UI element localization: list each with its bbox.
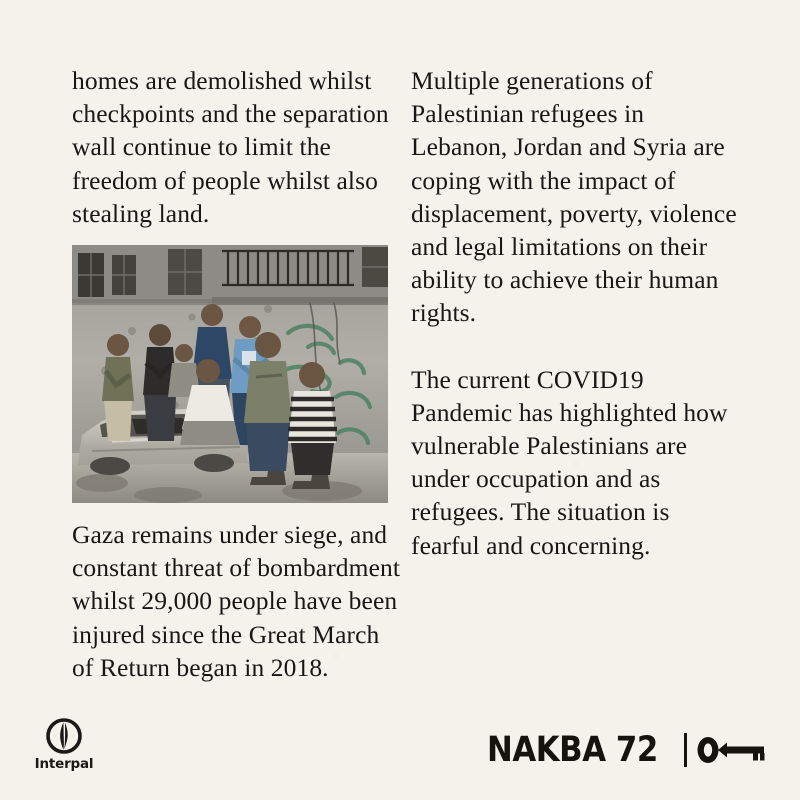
right-paragraph-1: Multiple generations of Palestinian refugees in Lebanon, Jordan and Syria are coping with the impact of displacement, poverty, violence and legal limitations on their ability to achieve their human rights. xyxy=(411,66,737,328)
key-icon xyxy=(696,735,768,765)
gaza-photograph xyxy=(72,245,388,503)
right-paragraph-2: The current COVID19 Pandemic has highlighted how vulnerable Palestinians are under occupation and as refugees. The situation is fearful and concerning. xyxy=(411,364,728,560)
interpal-logo[interactable] xyxy=(33,716,95,772)
lockup-divider xyxy=(684,733,688,767)
nakba-title: NAKBA 72 xyxy=(487,730,659,770)
left-paragraph-top: homes are demolished whilst checkpoints and the separation wall continue to limit the freedom of people whilst also stealing land. xyxy=(72,66,389,228)
right-column xyxy=(411,64,741,562)
left-paragraph-bottom: Gaza remains under siege, and constant threat of bombardment whilst 29,000 people have been injured since the Great March of Return began in 2018. xyxy=(72,520,401,682)
nakba-lockup xyxy=(487,729,768,771)
interpal-wordmark: Interpal xyxy=(34,756,94,772)
photograph-image xyxy=(72,245,388,503)
left-column-top xyxy=(72,64,392,230)
interpal-circle-palestine-mark xyxy=(44,716,84,756)
left-column-bottom xyxy=(72,518,402,684)
